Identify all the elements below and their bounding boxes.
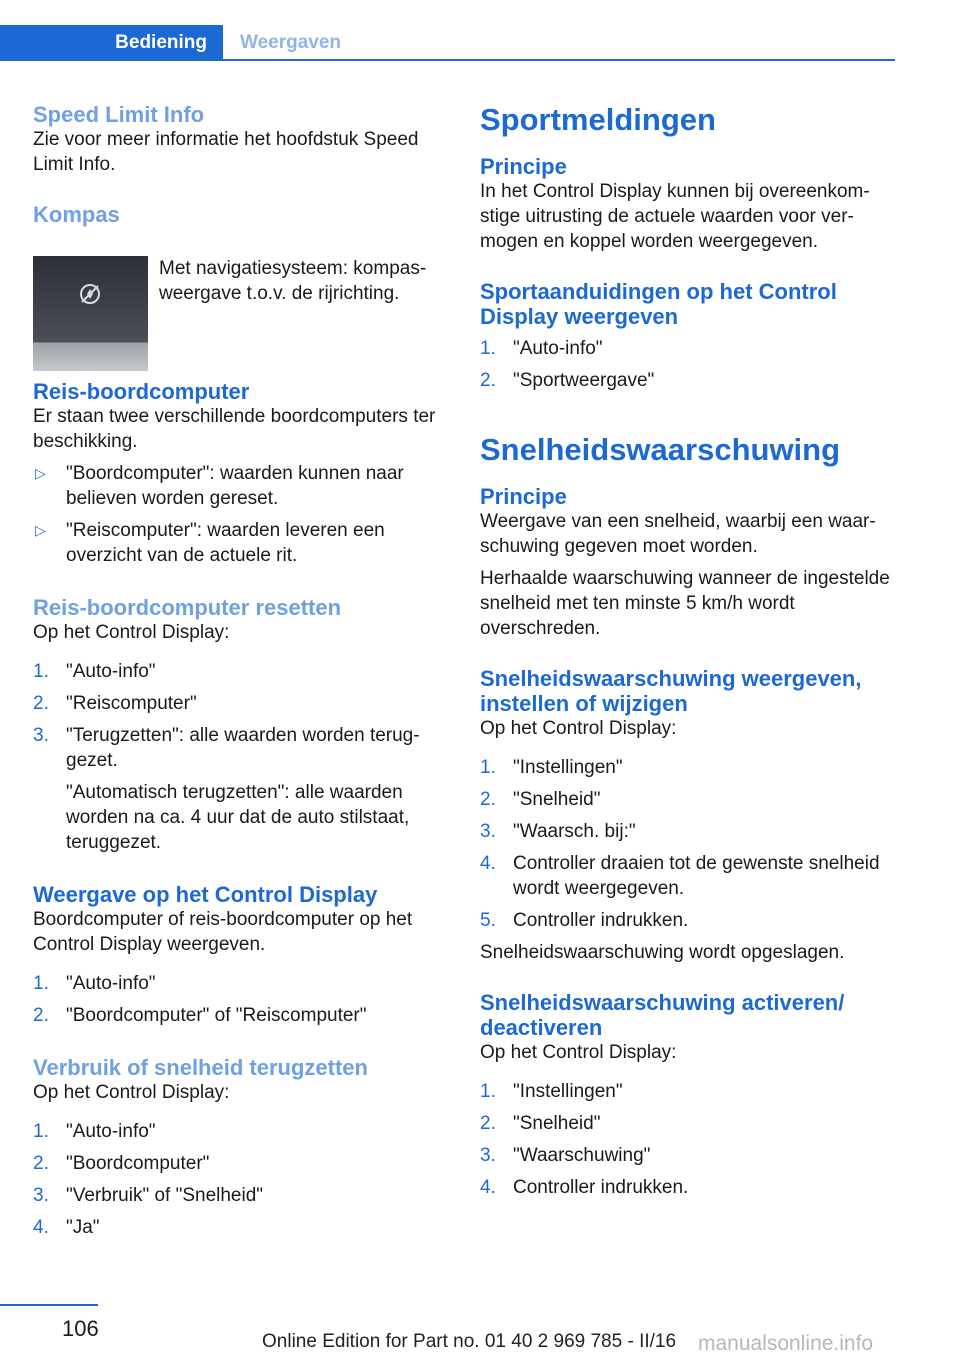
right-column <box>480 102 895 1207</box>
list-item: 3. "Verbruik" of "Snelheid" <box>33 1185 264 1206</box>
activeren-steps <box>480 1079 895 1200</box>
heading-reset: Reis-boordcomputer resetten <box>33 595 342 620</box>
tabbar-rule <box>0 59 895 61</box>
list-item: 4. Controller draaien tot de gewenste snelheid wordt weergegeven. <box>480 853 880 899</box>
list-item: 5. Controller indrukken. <box>480 910 689 931</box>
weergeven-steps <box>480 755 895 933</box>
list-item: 2. "Sportweergave" <box>480 370 655 391</box>
heading-speed-limit-info: Speed Limit Info <box>33 102 205 127</box>
step-note: "Automatisch terugzetten": alle waarden worden na ca. 4 uur dat de auto stilstaat, teruggezet. <box>66 782 410 853</box>
compass-display-image <box>33 256 148 371</box>
list-item: 2. "Reiscomputer" <box>33 693 197 714</box>
triangle-bullet-icon: ▷ <box>35 522 46 538</box>
verbruik-steps <box>33 1119 445 1240</box>
heading-snelheid-activeren: Snelheidswaarschuwing activeren/ deactiveren <box>480 990 845 1040</box>
list-item: 1. "Instellingen" <box>480 1081 623 1102</box>
kompas-text: Met navigatiesysteem: kompasweergave t.o.v. de rijrichting. <box>159 258 427 304</box>
watermark: manualsonline.info <box>698 1332 874 1355</box>
tab-bediening[interactable]: Bediening <box>0 25 223 61</box>
reis-bullets <box>33 461 445 568</box>
page-number: 106 <box>62 1316 99 1341</box>
triangle-bullet-icon: ▷ <box>35 465 46 481</box>
heading-kompas: Kompas <box>33 202 120 227</box>
list-item: 3. "Waarschuwing" <box>480 1145 651 1166</box>
activeren-intro: Op het Control Display: <box>480 1042 677 1063</box>
reis-text: Er staan twee verschillende boordcomputers ter beschikking. <box>33 406 436 452</box>
kompas-block <box>33 234 445 379</box>
weergeven-intro: Op het Control Display: <box>480 718 677 739</box>
weergeven-outro: Snelheidswaarschuwing wordt opgeslagen. <box>480 942 845 963</box>
list-item: 4. Controller indrukken. <box>480 1177 689 1198</box>
snelheid-principe-text1: Weergave van een snelheid, waarbij een waarschuwing gegeven moet worden. <box>480 511 876 557</box>
list-item: ▷ "Reiscomputer": waarden leveren een overzicht van de actuele rit. <box>35 520 385 566</box>
list-item: 2. "Boordcomputer" <box>33 1153 210 1174</box>
list-item: 3. "Waarsch. bij:" <box>480 821 636 842</box>
weergave-text: Boordcomputer of reis-boordcomputer op het Control Display weergeven. <box>33 909 413 955</box>
heading-principe-sport: Principe <box>480 154 567 179</box>
snelheid-principe-text2: Herhaalde waarschuwing wanneer de ingestelde snelheid met ten minste 5 km/h wordt overschreden. <box>480 568 890 639</box>
list-item: 1. "Auto-info" <box>480 338 603 359</box>
list-item: 1. "Auto-info" <box>33 661 156 682</box>
reset-intro: Op het Control Display: <box>33 622 230 643</box>
weergave-steps <box>33 971 445 1028</box>
tab-weergaven[interactable]: Weergaven <box>240 32 342 53</box>
chapter-tabbar <box>0 25 895 61</box>
list-item: 2. "Snelheid" <box>480 1113 601 1134</box>
edition-text: Online Edition for Part no. 01 40 2 969 785 - II/16 <box>262 1331 677 1352</box>
reset-steps <box>33 659 445 855</box>
list-item: 1. "Auto-info" <box>33 1121 156 1142</box>
sport-principe-text: In het Control Display kunnen bij overeenkomstige uitrusting de actuele waarden voor vermogen en koppel worden weergegeven. <box>480 181 870 252</box>
speed-limit-text: Zie voor meer informatie het hoofdstuk Speed Limit Info. <box>33 129 419 175</box>
heading-snelheidswaarschuwing: Snelheidswaarschuwing <box>480 432 841 467</box>
list-item: 4. "Ja" <box>33 1217 100 1238</box>
verbruik-intro: Op het Control Display: <box>33 1082 230 1103</box>
list-item: 1. "Instellingen" <box>480 757 623 778</box>
list-item: 2. "Snelheid" <box>480 789 601 810</box>
heading-principe-snelheid: Principe <box>480 484 567 509</box>
heading-sportaanduidingen: Sportaanduidingen op het Control Display weergeven <box>480 279 837 329</box>
list-item: ▷ "Boordcomputer": waarden kunnen naar believen worden gereset. <box>35 463 404 509</box>
compass-icon <box>77 281 103 307</box>
heading-snelheid-weergeven: Snelheidswaarschuwing weergeven, instellen of wijzigen <box>480 666 862 716</box>
sport-steps <box>480 336 895 393</box>
footer-rule <box>0 1304 98 1306</box>
list-item: 3. "Terugzetten": alle waarden worden teruggezet. "Automatisch terugzetten": alle waarden worden na ca. 4 uur dat de auto stilstaat, teruggezet. <box>33 723 445 855</box>
heading-reis-boordcomputer: Reis-boordcomputer <box>33 379 250 404</box>
list-item: 2. "Boordcomputer" of "Reiscomputer" <box>33 1005 367 1026</box>
list-item: 1. "Auto-info" <box>33 973 156 994</box>
heading-weergave: Weergave op het Control Display <box>33 882 378 907</box>
heading-verbruik: Verbruik of snelheid terugzetten <box>33 1055 368 1080</box>
heading-sportmeldingen: Sportmeldingen <box>480 102 716 137</box>
left-column <box>33 102 445 1247</box>
